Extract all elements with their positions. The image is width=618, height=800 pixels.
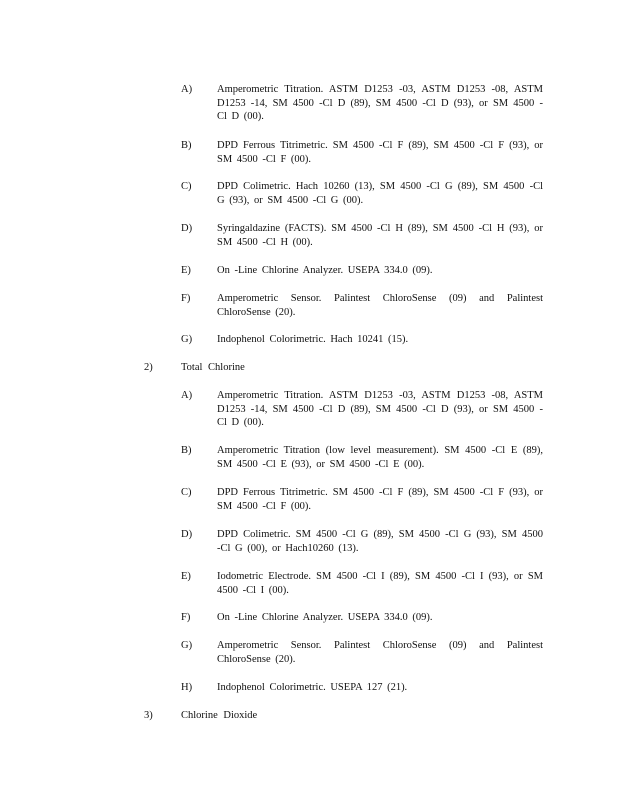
item-text: On -Line Chlorine Analyzer. USEPA 334.0 (09). <box>217 265 433 276</box>
item-label: G) <box>181 334 193 345</box>
item-label: B) <box>181 140 192 151</box>
item-text: Amperometric Titration. ASTM D1253 -03, ASTM D1253 -08, ASTM D1253 -14, SM 4500 -Cl D (89), SM 4500 -Cl D (93), or SM 4500 -Cl D (00). <box>217 84 543 122</box>
item-text: Iodometric Electrode. SM 4500 -Cl I (89), SM 4500 -Cl I (93), or SM 4500 -Cl I (00). <box>217 571 543 596</box>
item-text: Amperometric Sensor. Palintest ChloroSense (09) and Palintest ChloroSense (20). <box>217 293 543 318</box>
item-label: A) <box>181 390 193 401</box>
section-title: Chlorine Dioxide <box>181 710 258 721</box>
item-label: E) <box>181 265 191 276</box>
item-text: Syringaldazine (FACTS). SM 4500 -Cl H (89), SM 4500 -Cl H (93), or SM 4500 -Cl H (00). <box>217 223 543 248</box>
item-label: E) <box>181 571 191 582</box>
item-label: H) <box>181 682 193 693</box>
item-text: DPD Ferrous Titrimetric. SM 4500 -Cl F (89), SM 4500 -Cl F (93), or SM 4500 -Cl F (00). <box>217 140 543 165</box>
section-number: 3) <box>144 710 153 721</box>
item-text: Indophenol Colorimetric. Hach 10241 (15). <box>217 334 409 345</box>
section-title: Total Chlorine <box>181 362 245 373</box>
section-number: 2) <box>144 362 153 373</box>
item-label: G) <box>181 640 193 651</box>
item-text: Amperometric Sensor. Palintest ChloroSense (09) and Palintest ChloroSense (20). <box>217 640 543 665</box>
item-text: DPD Colimetric. SM 4500 -Cl G (89), SM 4500 -Cl G (93), SM 4500 -Cl G (00), or Hach10260 (13). <box>217 529 543 554</box>
item-label: B) <box>181 445 192 456</box>
item-text: DPD Colimetric. Hach 10260 (13), SM 4500 -Cl G (89), SM 4500 -Cl G (93), or SM 4500 -Cl G (00). <box>217 181 543 206</box>
item-label: F) <box>181 293 191 304</box>
item-label: A) <box>181 84 193 95</box>
item-text: Amperometric Titration. ASTM D1253 -03, ASTM D1253 -08, ASTM D1253 -14, SM 4500 -Cl D (89), SM 4500 -Cl D (93), or SM 4500 -Cl D (00). <box>217 390 543 428</box>
item-text: DPD Ferrous Titrimetric. SM 4500 -Cl F (89), SM 4500 -Cl F (93), or SM 4500 -Cl F (00). <box>217 487 543 512</box>
item-label: D) <box>181 529 193 540</box>
item-text: Indophenol Colorimetric. USEPA 127 (21). <box>217 682 408 693</box>
item-text: On -Line Chlorine Analyzer. USEPA 334.0 (09). <box>217 612 433 623</box>
item-label: C) <box>181 181 192 192</box>
item-label: F) <box>181 612 191 623</box>
item-label: C) <box>181 487 192 498</box>
item-text: Amperometric Titration (low level measurement). SM 4500 -Cl E (89), SM 4500 -Cl E (93), or SM 4500 -Cl E (00). <box>217 445 543 470</box>
item-label: D) <box>181 223 193 234</box>
